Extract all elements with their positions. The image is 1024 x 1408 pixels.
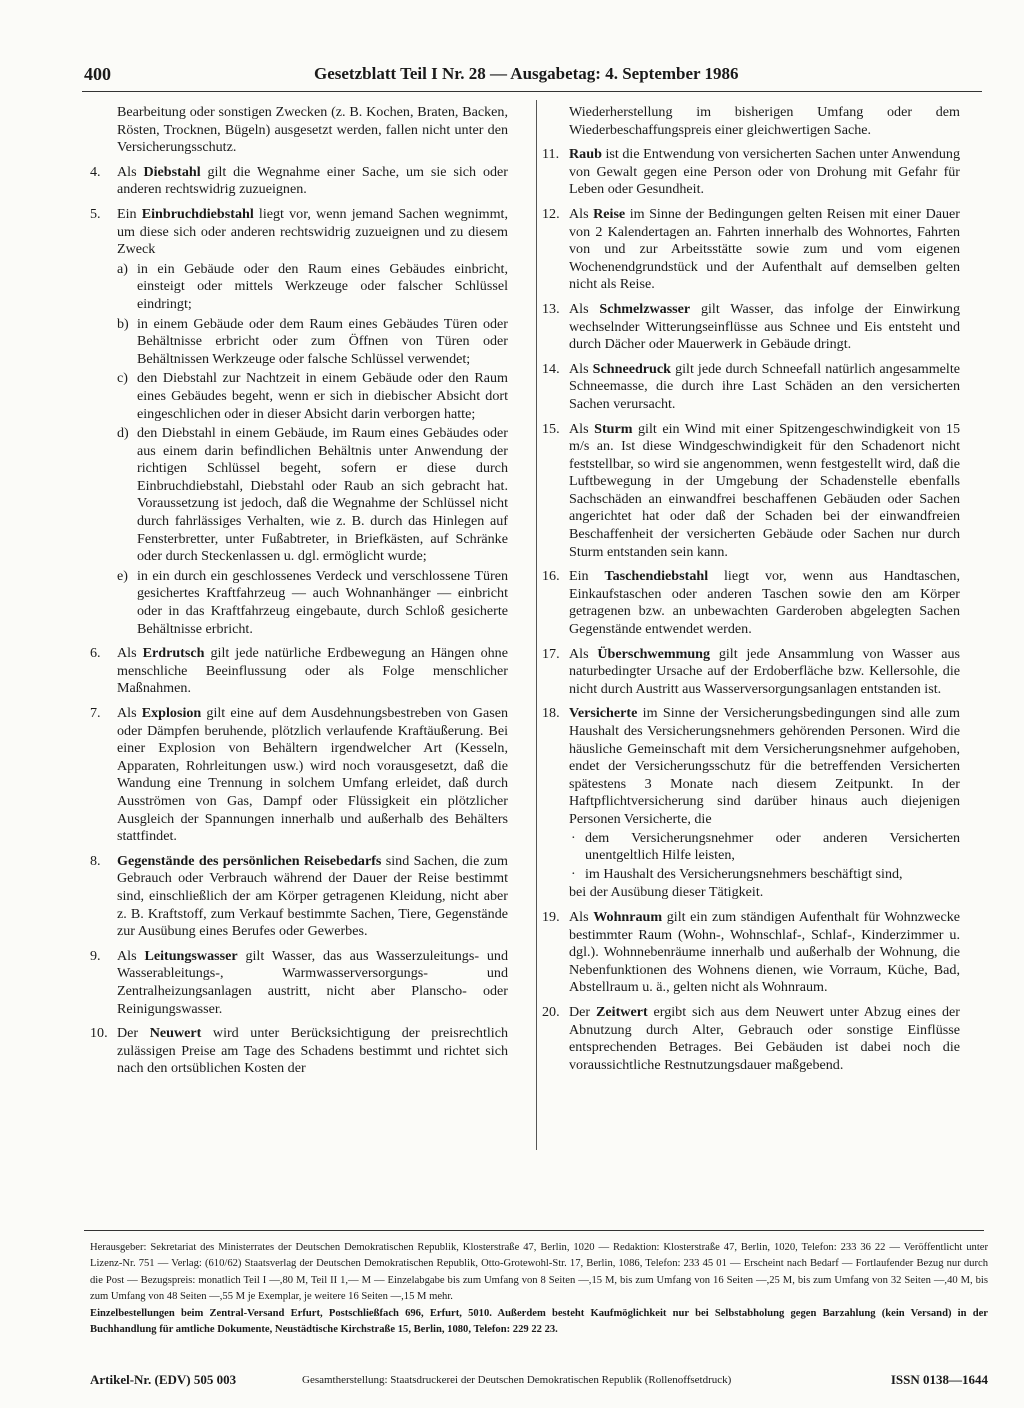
page-number: 400 [84,64,111,84]
page-header [84,64,984,92]
definition-12: 12. Als Reise im Sinne der Bedingungen gelten Reisen mit einer Dauer von 2 Kalendertagen an. Fahrten innerhalb des Wohnortes, Fahrten von und zur Arbeitsstätte sowie zum und vom eigenen Wochenendgrundstück und der Aufenthalt auf demselben gelten nicht als Reise. [542,205,961,293]
term: Überschwemmung [597,645,711,662]
imprint [90,1240,988,1338]
term: Raub [569,146,602,163]
definition-11: 11. Raub ist die Entwendung von versicherten Sachen unter Anwendung von Gewalt gegen eine Person oder von Drohung mit Gefahr für Leben oder Gesundheit. [542,146,960,198]
production-info: Gesamtherstellung: Staatsdruckerei der Deutschen Demokratischen Republik (Rollenoffsetdruck) [302,1374,732,1386]
term: Sturm [594,420,633,437]
order-info: Einzelbestellungen beim Zentral-Versand Erfurt, Postschließfach 696, Erfurt, 5010. Außerdem besteht Kaufmöglichkeit nur bei Selbstabholung gegen Barzahlung (kein Versand) in der Buchhandlung für amtliche Dokumente, Neustädtische Kirchstraße 15, Berlin, 1080, Telefon: 229 22 23. [90,1307,988,1336]
definition-19: 19. Als Wohnraum gilt ein zum ständigen Aufenthalt für Wohnzwecke bestimmter Raum (Wohn-, Wohnschlaf-, Schlaf-, Kinderzimmer u. dgl.). Wohnnebenräume innerhalb und außerhalb der Wohnung, die Nebenfunktionen des Wohnens dienen, wie Vorraum, Küche, Bad, Abstellraum u. ä., gelten nicht als Wohnraum. [542,908,960,996]
page-title: Gesetzblatt Teil I Nr. 28 — Ausgabetag: 4. September 1986 [314,64,739,83]
header-rule [82,91,982,92]
publisher-info: Herausgeber: Sekretariat des Ministerrates der Deutschen Demokratischen Republik, Klosterstraße 47, Berlin, 1020 — Redaktion: Klosterstraße 47, Berlin, 1020, Telefon: 233 36 22 — Veröffentlicht unter Lizenz-Nr. 751 — Verlag: (610/62) Staatsverlag der Deutschen Demokratischen Republik, Otto-Grotewohl-Str. 17, Berlin, 1086, Telefon: 233 45 01 — Erscheint nach Bedarf — Fortlaufender Bezug nur durch die Post — Bezugspreis: monatlich Teil I —,80 M, Teil II 1,— M — Einzelabgabe bis zum Umfang von 8 Seiten —,15 M, bis zum Umfang von 16 Seiten —,25 M, bis zum Umfang von 32 Seiten —,40 M, bis zum Umfang von 48 Seiten —,55 M je Exemplar, je weitere 16 Seiten —,15 M mehr. [90,1242,988,1303]
subitem-c: c) den Diebstahl zur Nachtzeit in einem Gebäude oder den Raum eines Gebäudes begeht, wenn er sich in diebischer Absicht dort eingeschlichen oder in dieser Absicht darin verborgen hatte; [117,370,508,422]
definition-18: 18. Versicherte im Sinne der Versicherungsbedingungen sind alle zum Haushalt des Versicherungsnehmers gehörenden Personen. Wird die häusliche Gemeinschaft mit dem Versicherungsnehmer aufgehoben, endet der Versicherungsschutz für die betreffenden Versicherten spätestens 3 Monate nach diesem Zeitpunkt. In der Haftpflichtversicherung sind darüber hinaus auch diejenigen Personen Versicherte, die · dem Versicherungsnehmer oder anderen Versicherten unentgeltlich Hilfe leisten, · im Haushalt des Versicherungsnehmers beschäftigt sind, bei der Ausübung dieser Tätigkeit. [542,705,960,901]
term: Gegenstände des persönlichen Reisebedarfs [117,852,382,869]
column-divider [536,100,537,1150]
continued-paragraph: Wiederherstellung im bisherigen Umfang oder dem Wiederbeschaffungspreis einer gleichwertigen Sache. [569,104,960,138]
bullet-item: · dem Versicherungsnehmer oder anderen Versicherten unentgeltlich Hilfe leisten, [571,829,960,864]
subitem-d: d) den Diebstahl in einem Gebäude, im Raum eines Gebäudes oder aus einem darin befindlichen Behältnis unter Anwendung der richtigen Schlüssel begeht, sofern er diese durch Einbruchdiebstahl, Diebstahl oder Raub an sich gebracht hat. Voraussetzung ist jedoch, daß die Wegnahme der Schlüssel nicht durch fahrlässiges Verhalten, wie z. B. durch das Hinlegen auf Fensterbretter, unter Fußabtreter, in Briefkästen, auf Schränke oder durch Steckenlassen u. dgl. ermöglicht wurde; [117,425,508,565]
definition-18-tail: bei der Ausübung dieser Tätigkeit. [569,884,764,901]
bullet-item: · im Haushalt des Versicherungsnehmers beschäftigt sind, [571,865,903,882]
definition-10: 10. Der Neuwert wird unter Berücksichtigung der preisrechtlich zulässigen Preise am Tage des Schadens bestimmt und richtet sich nach den ortsüblichen Kosten der [90,1025,508,1077]
definition-13: 13. Als Schmelzwasser gilt Wasser, das infolge der Einwirkung wechselnder Witterungseinflüsse aus Schnee und Eis entsteht und durch Dächer oder Mauerwerk in Gebäude dringt. [542,300,960,353]
term: Neuwert [149,1025,202,1042]
subitem-a: a) in ein Gebäude oder den Raum eines Gebäudes einbricht, einsteigt oder mittels Werkzeuge oder falscher Schlüssel eindringt; [117,260,508,312]
term: Diebstahl [143,163,201,180]
term: Zeitwert [596,1003,648,1020]
term: Taschendiebstahl [604,568,709,585]
subitem-e: e) in ein durch ein geschlossenes Verdeck und verschlossene Türen gesichertes Kraftfahrzeug — auch Wohnanhänger — einbricht oder in das Kraftfahrzeug eingebaute, durch Schloß gesicherte Behältnisse erbricht. [117,567,508,637]
definition-15: 15. Als Sturm gilt ein Wind mit einer Spitzengeschwindigkeit von 15 m/s an. Ist diese Windgeschwindigkeit für den Schadenort nicht feststellbar, so wird sie angenommen, wenn festgestellt wird, daß die Luftbewegung in der Umgebung der Schadenstelle ebenfalls Sachschäden an einwandfrei beschaffenen Gebäuden oder Sachen angerichtet hat oder daß der Schaden bei der einwandfreien Beschaffenheit der versicherten Gebäude oder Sachen nur durch Sturm entstanden sein kann. [542,420,960,560]
definition-5: 5. Ein Einbruchdiebstahl liegt vor, wenn jemand Sachen wegnimmt, um diese sich oder anderen rechtswidrig zuzueignen und zu diesem Zweck a) in ein Gebäude oder den Raum eines Gebäudes einbricht, einsteigt oder mittels Werkzeuge oder falscher Schlüssel eindringt; b) in einem Gebäude oder dem Raum eines Gebäudes Türen oder Behältnisse erbricht oder zum Öffnen von Türen oder Behältnissen Werkzeuge oder falsche Schlüssel verwendet; c) den Diebstahl zur Nachtzeit in einem Gebäude oder den Raum eines Gebäudes begeht, wenn er sich in diebischer Absicht dort eingeschlichen oder in dieser Absicht darin verborgen hatte; d) den Diebstahl in einem Gebäude, im Raum eines Gebäudes oder aus einem darin befindlichen Behältnis unter Anwendung der richtigen Schlüssel begeht, sofern er diese durch Einbruchdiebstahl, Diebstahl oder Raub an sich gebracht hat. Voraussetzung ist jedoch, daß die Wegnahme der Schlüssel nicht durch fahrlässiges Verhalten, wie z. B. durch das Hinlegen auf Fensterbretter, unter Fußabtreter, in Briefkästen, auf Schränke oder durch Steckenlassen u. dgl. ermöglicht wurde; e) in ein durch ein geschlossenes Verdeck und verschlossene Türen gesichertes Kraftfahrzeug — auch Wohnanhänger — einbricht oder in das Kraftfahrzeug eingebaute, durch Schloß gesicherte Behältnisse erbricht. [90,205,508,637]
definition-7: 7. Als Explosion gilt eine auf dem Ausdehnungsbestreben von Gasen oder Dämpfen beruhende, plötzlich verlaufende Kraftäußerung. Bei einer Explosion von Behältern irgendwelcher Art (Kesseln, Apparaten, Rohrleitungen usw.) wird noch vorausgesetzt, daß die Wandung eine Trennung in solchem Umfang erleidet, daß durch Ausströmen von Gas, Dampf oder Flüssigkeit ein plötzlicher Ausgleich der Spannungen innerhalb und außerhalb des Behälters stattfindet. [90,705,508,845]
right-column [542,104,960,1081]
footer-rule [84,1230,984,1231]
term: Schneedruck [592,360,671,377]
term: Reise [593,205,626,222]
definition-17: 17. Als Überschwemmung gilt jede Ansammlung von Wasser aus naturbedingter Ursache auf der Erdoberfläche bzw. Kellersohle, die nicht durch Austritt aus Wasserversorgungsanlagen entstanden ist. [542,645,960,697]
definition-14: 14. Als Schneedruck gilt jede durch Schneefall natürlich angesammelte Schneemasse, die durch ihre Last Schäden an den versicherten Sachen verursacht. [542,360,960,412]
intro-paragraph: Bearbeitung oder sonstigen Zwecken (z. B. Kochen, Braten, Backen, Rösten, Trocknen, Bügeln) ausgesetzt werden, fallen nicht unter den Versicherungsschutz. [117,104,508,156]
term: Einbruchdiebstahl [141,205,254,222]
term: Erdrutsch [142,645,205,662]
article-number: Artikel-Nr. (EDV) 505 003 [90,1372,237,1387]
definition-9: 9. Als Leitungswasser gilt Wasser, das aus Wasserzuleitungs- und Wasserableitungs-, Warmwasserversorgungs- und Zentralheizungsanlagen austritt, nicht aber Planscho- oder Reinigungswasser. [90,947,508,1017]
definition-16: 16. Ein Taschendiebstahl liegt vor, wenn aus Handtaschen, Einkaufstaschen oder anderen Taschen sowie den am Körper getragenen bzw. an unbewachten Garderoben abgelegten Sachen Gegenstände entwendet werden. [542,568,960,638]
subitem-b: b) in einem Gebäude oder dem Raum eines Gebäudes Türen oder Behältnisse erbricht oder zum Öffnen von Türen oder Behältnissen Werkzeuge oder falsche Schlüssel verwendet; [117,315,508,367]
definition-8: 8. Gegenstände des persönlichen Reisebedarfs sind Sachen, die zum Gebrauch oder Verbrauch während der Dauer der Reise bestimmt sind, einschließlich der am Körper getragenen Kleidung, nicht aber z. B. Kraftstoff, zum Verkauf bestimmte Sachen, Tiere, Gegenstände zur Ausübung eines Berufes oder Gewerbes. [90,852,508,940]
definition-4: 4. Als Diebstahl gilt die Wegnahme einer Sache, um sie sich oder anderen rechtswidrig zuzueignen. [90,163,508,198]
left-column [90,104,508,1085]
term: Schmelzwasser [599,300,691,317]
issn: ISSN 0138—1644 [890,1372,988,1387]
term: Versicherte [569,705,638,722]
term: Leitungswasser [144,947,238,964]
definition-20: 20. Der Zeitwert ergibt sich aus dem Neuwert unter Abzug eines der Abnutzung durch Alter, Gebrauch oder sonstige Einflüsse entsprechenden Betrages. Bei Gebäuden ist dabei noch die voraussichtliche Restnutzungsdauer maßgebend. [542,1003,960,1073]
definition-6: 6. Als Erdrutsch gilt jede natürliche Erdbewegung an Hängen ohne menschliche Beeinflussung oder als Folge menschlicher Maßnahmen. [90,645,508,697]
term: Explosion [141,705,202,721]
term: Wohnraum [593,908,663,925]
